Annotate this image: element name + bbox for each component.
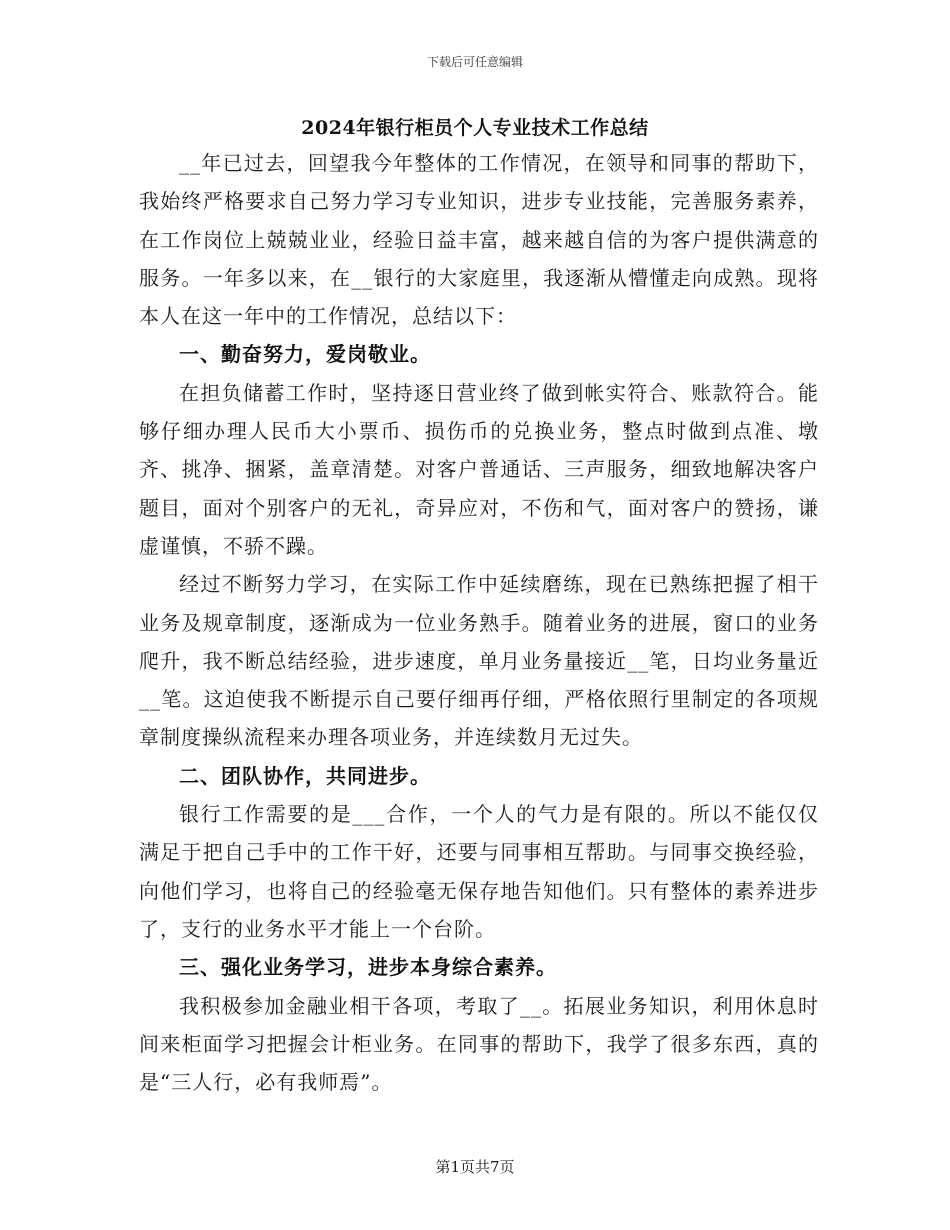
section-1-paragraph-1: 在担负储蓄工作时，坚持逐日营业终了做到帐实符合、账款符合。能够仔细办理人民币大小票币、损伤币的兑换业务，整点时做到点准、墩齐、挑净、捆紧，盖章清楚。对客户普通话、三声服务，细致地解决客户题目，面对个别客户的无礼，奇异应对，不伤和气，面对客户的赞扬，谦虚谨慎，不骄不躁。 — [139, 380, 819, 558]
section-3-paragraph-1: 我积极参加金融业相干各项，考取了__。拓展业务知识，利用休息时间来柜面学习把握会计柜业务。在同事的帮助下，我学了很多东西，真的是“三人行，必有我师焉”。 — [139, 993, 819, 1095]
intro-paragraph: __年已过去，回望我今年整体的工作情况，在领导和同事的帮助下，我始终严格要求自己努力学习专业知识，进步专业技能，完善服务素养，在工作岗位上兢兢业业，经验日益丰富，越来越自信的为客户提供满意的服务。一年多以来，在__银行的大家庭里，我逐渐从懵懂走向成熟。现将本人在这一年中的工作情况，总结以下： — [139, 151, 819, 329]
section-1-paragraph-2: 经过不断努力学习，在实际工作中延续磨练，现在已熟练把握了相干业务及规章制度，逐渐成为一位业务熟手。随着业务的进展，窗口的业务爬升，我不断总结经验，进步速度，单月业务量接近__笔，日均业务量近__笔。这迫使我不断提示自己要仔细再仔细，严格依照行里制定的各项规章制度操纵流程来办理各项业务，并连续数月无过失。 — [139, 572, 819, 750]
section-heading-1: 一、勤奋努力，爱岗敬业。 — [179, 342, 431, 367]
section-heading-3: 三、强化业务学习，进步本身综合素养。 — [179, 955, 557, 980]
section-heading-2: 二、团队协作，共同进步。 — [179, 763, 431, 788]
document-body — [139, 144, 819, 1101]
document-title: 2024年银行柜员个人专业技术工作总结 — [301, 117, 649, 139]
section-2-paragraph-1: 银行工作需要的是___合作，一个人的气力是有限的。所以不能仅仅满足于把自己手中的工作干好，还要与同事相互帮助。与同事交换经验，向他们学习，也将自己的经验毫无保存地告知他们。只有整体的素养进步了，支行的业务水平才能上一个台阶。 — [139, 802, 819, 941]
page-number: 第1页共7页 — [435, 1158, 515, 1176]
page-header-note: 下载后可任意编辑 — [426, 55, 523, 69]
